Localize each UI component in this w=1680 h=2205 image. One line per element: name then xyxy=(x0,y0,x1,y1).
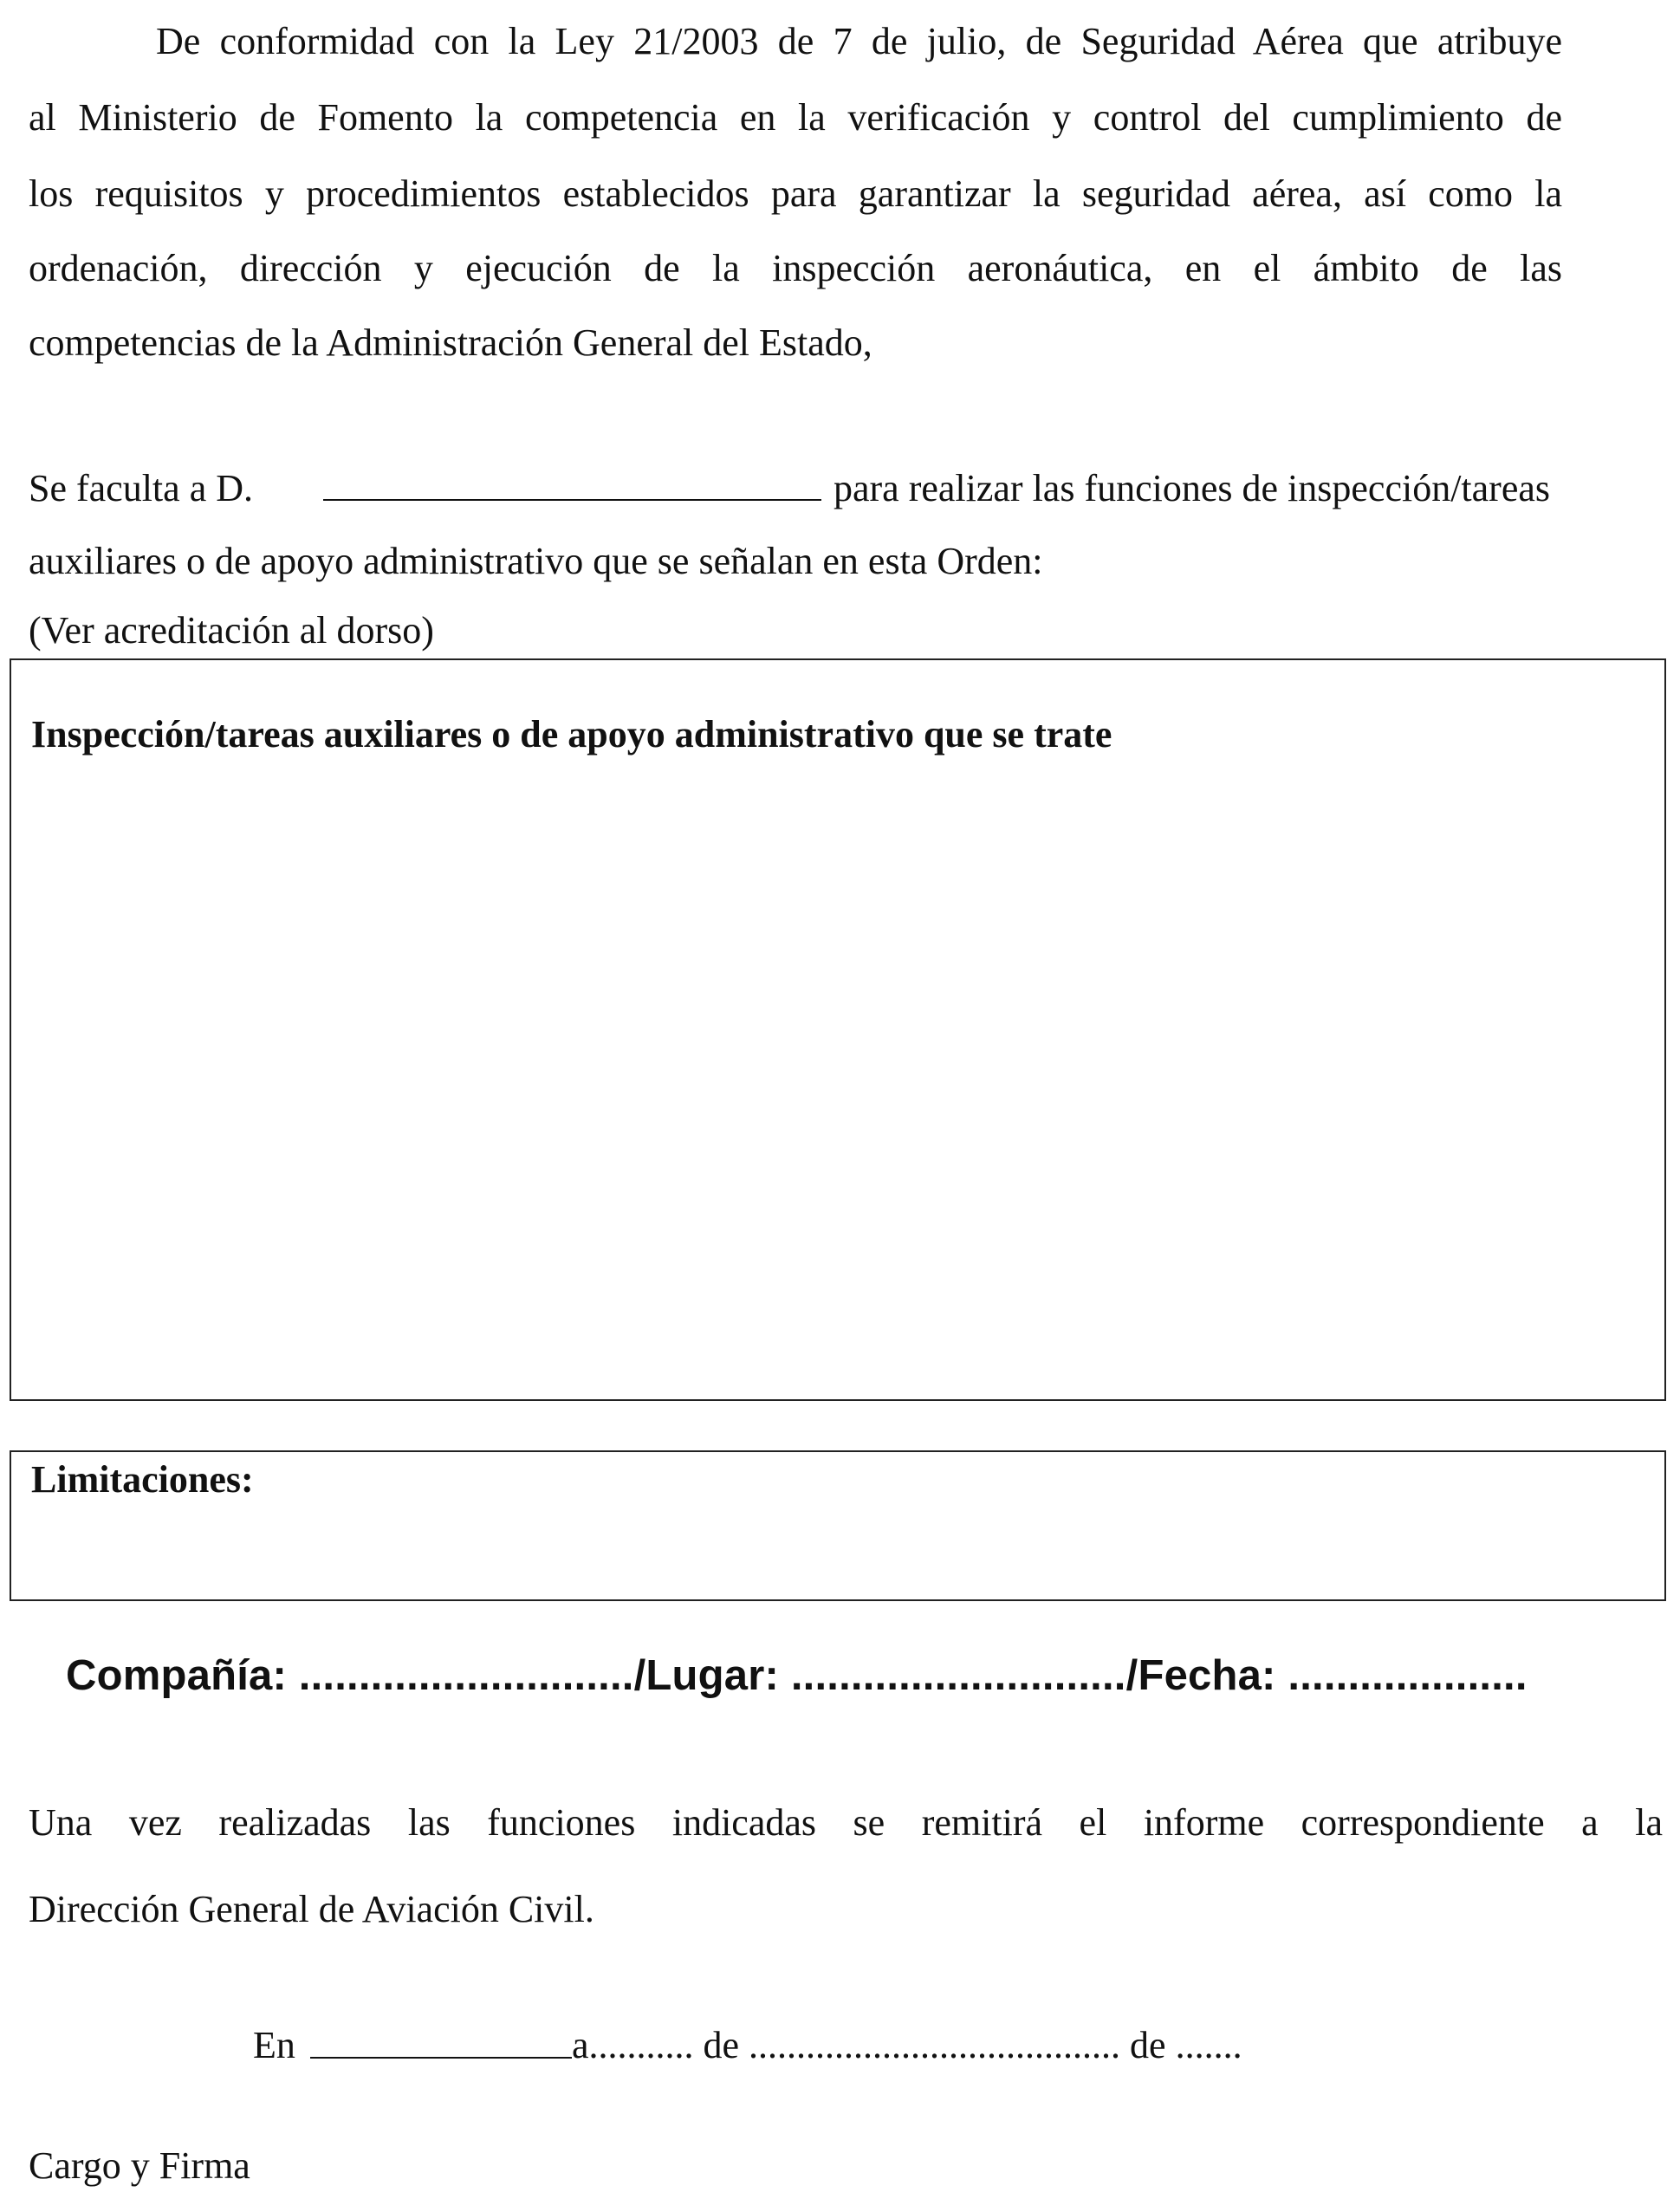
name-blank-line[interactable] xyxy=(323,499,821,501)
company-place-date-line: Compañía: ............................/Lugar: ............................/Fecha: .................... xyxy=(66,1652,1528,1699)
intro-line-3: los requisitos y procedimientos establecidos para garantizar la seguridad aérea, así como la xyxy=(29,172,1562,215)
date-fields: a........... de ....................................... de ....... xyxy=(572,2024,1242,2066)
intro-line-2: al Ministerio de Fomento la competencia en la verificación y control del cumplimiento de xyxy=(29,96,1562,139)
intro-line-4: ordenación, dirección y ejecución de la inspección aeronáutica, en el ámbito de las xyxy=(29,247,1562,289)
authorization-note: (Ver acreditación al dorso) xyxy=(29,609,434,652)
authorization-prefix: Se faculta a D. xyxy=(29,467,253,509)
place-label: En xyxy=(253,2024,295,2066)
signature-label: Cargo y Firma xyxy=(29,2144,250,2187)
limitations-box[interactable] xyxy=(10,1450,1666,1601)
closing-line-2: Dirección General de Aviación Civil. xyxy=(29,1888,594,1930)
closing-line-1: Una vez realizadas las funciones indicadas se remitirá el informe correspondiente a la xyxy=(29,1801,1663,1844)
authorization-suffix: para realizar las funciones de inspección/tareas xyxy=(834,467,1551,509)
intro-line-5: competencias de la Administración General del Estado, xyxy=(29,321,872,364)
inspection-box-title: Inspección/tareas auxiliares o de apoyo administrativo que se trate xyxy=(31,713,1112,756)
limitations-box-title: Limitaciones: xyxy=(31,1458,254,1501)
inspection-box[interactable] xyxy=(10,658,1666,1401)
authorization-line-2: auxiliares o de apoyo administrativo que se señalan en esta Orden: xyxy=(29,540,1043,582)
intro-line-1: De conformidad con la Ley 21/2003 de 7 de julio, de Seguridad Aérea que atribuye xyxy=(156,20,1562,62)
place-blank-line[interactable] xyxy=(310,2057,572,2059)
